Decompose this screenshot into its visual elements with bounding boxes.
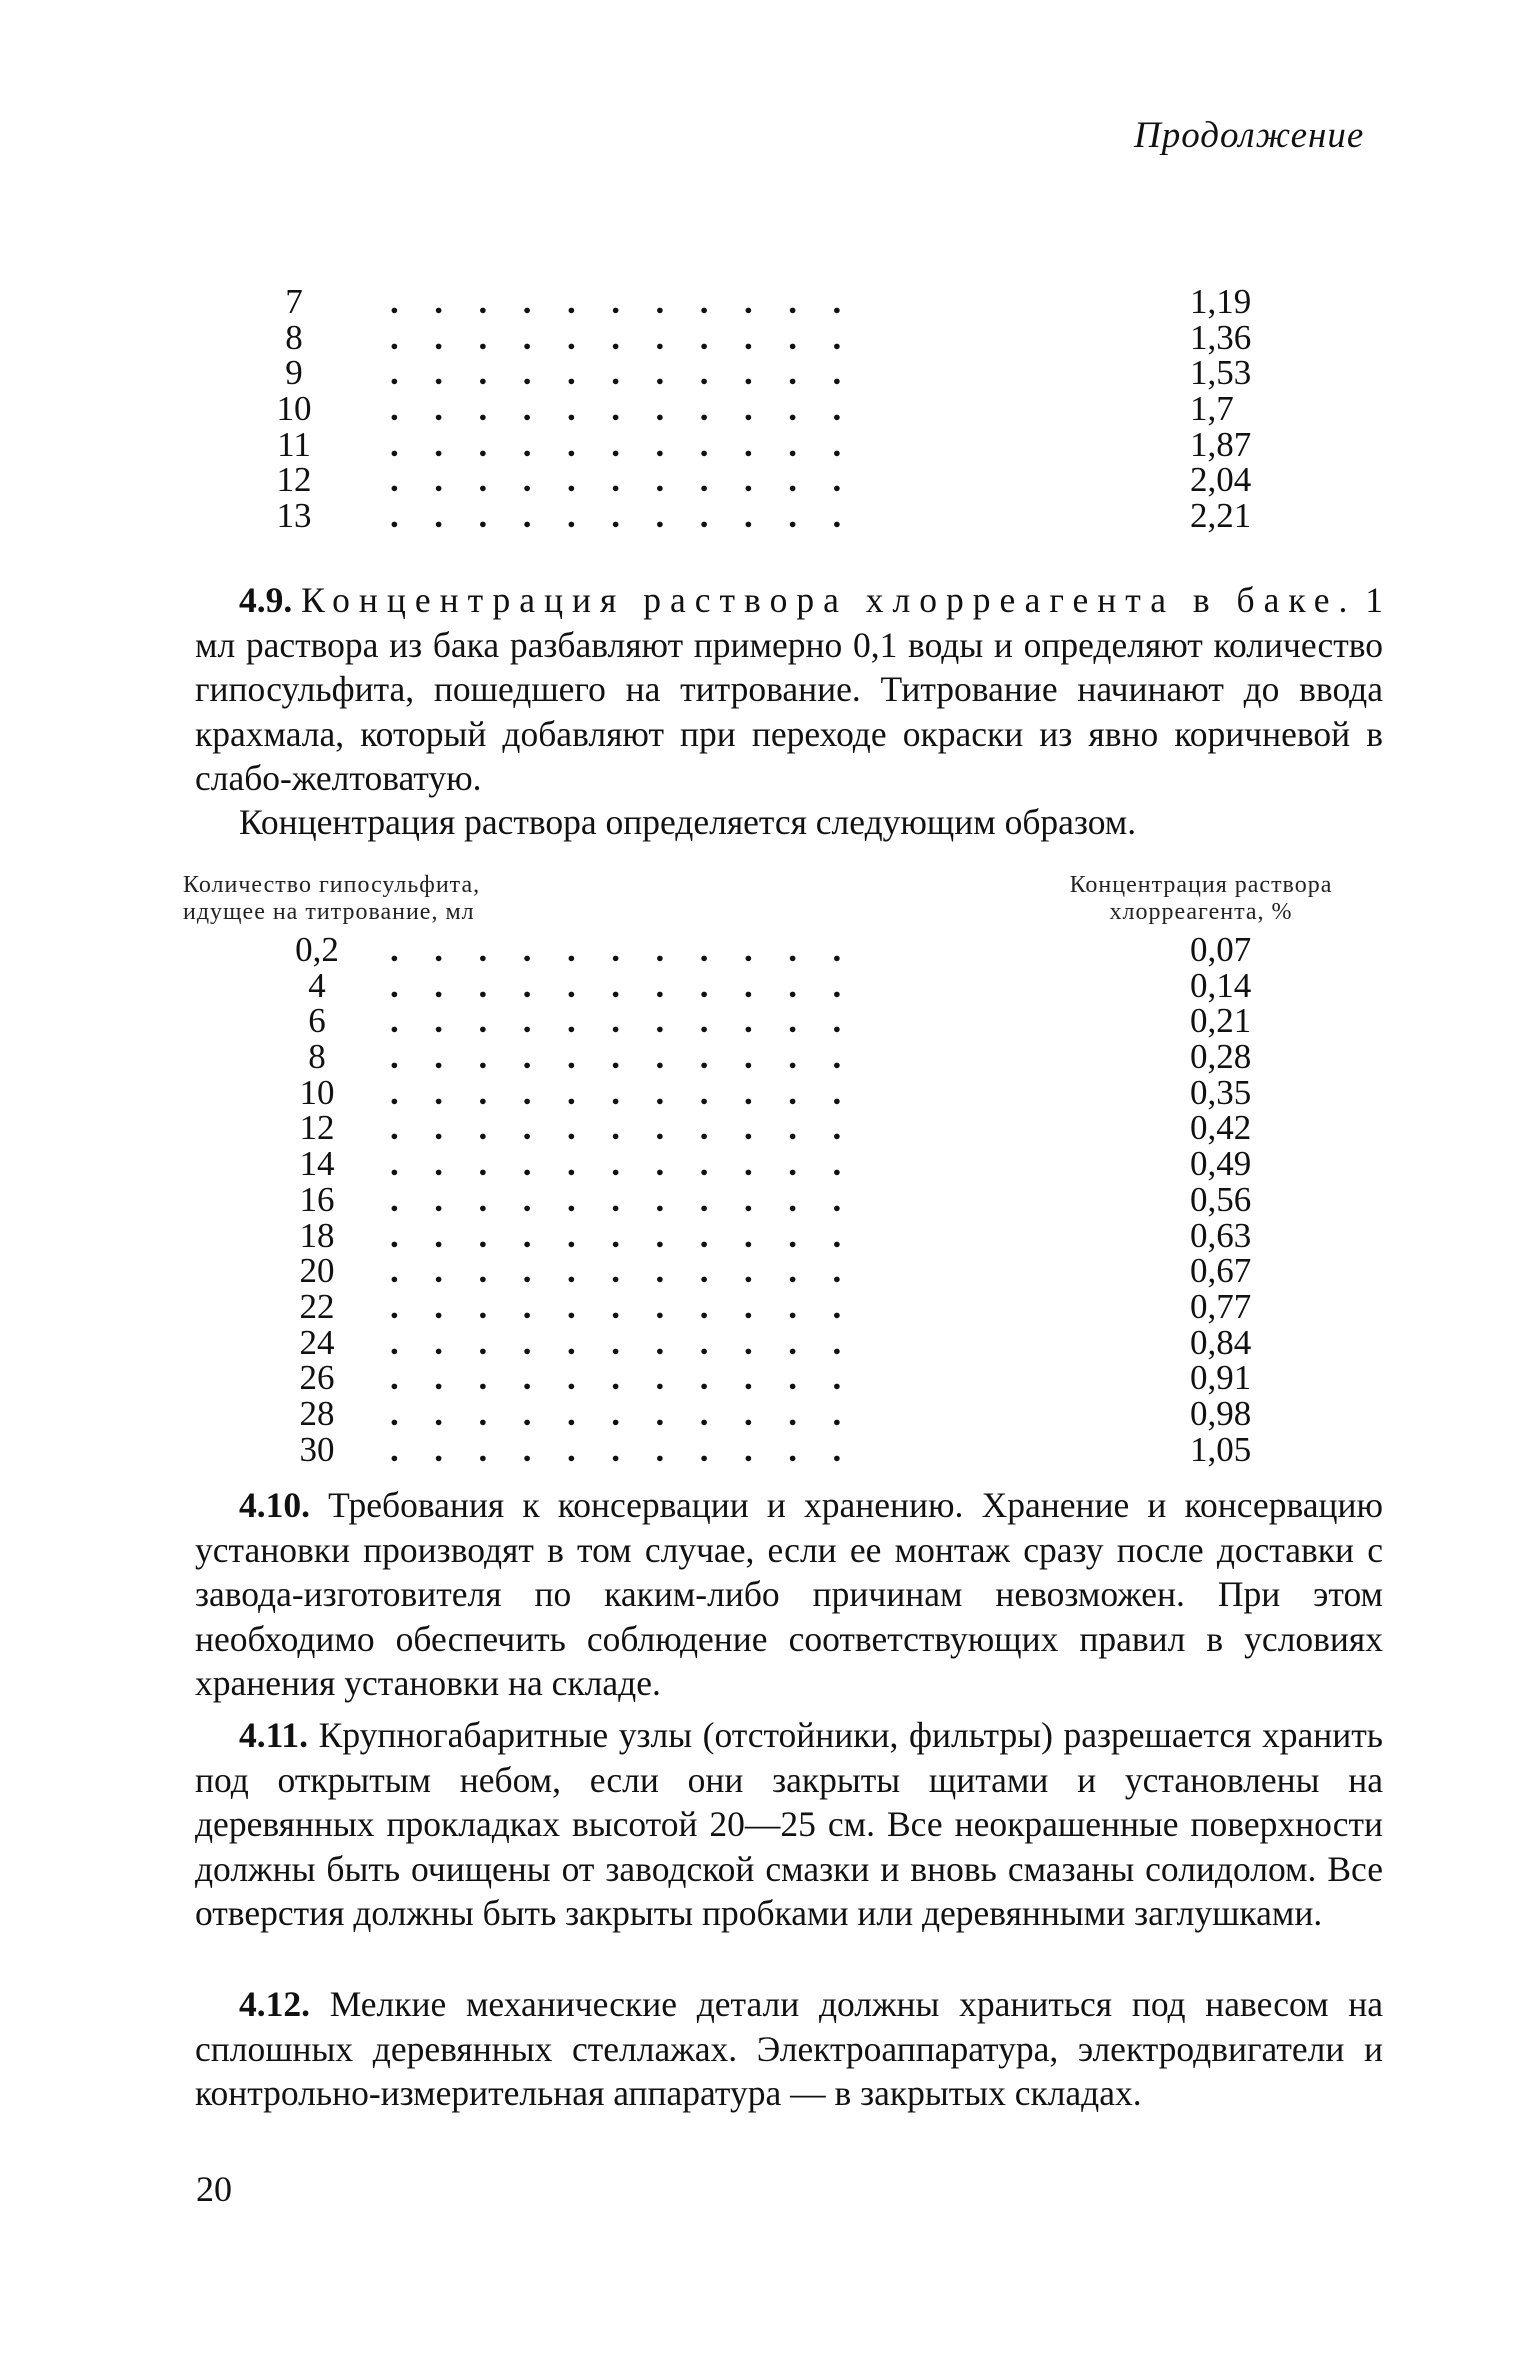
- section-4-10: [195, 1483, 1383, 1706]
- row-number: 22: [299, 1286, 335, 1326]
- section-number: 4.11.: [239, 1715, 309, 1755]
- dot-leader: ...........: [390, 1322, 877, 1362]
- table-row: [0, 391, 1536, 427]
- table-row: [0, 1286, 1536, 1326]
- row-number: 12: [299, 1108, 335, 1148]
- dot-leader: ...........: [390, 1037, 877, 1077]
- table-row: [0, 1253, 1536, 1289]
- row-value: 1,05: [1190, 1429, 1252, 1469]
- section-number: 4.12.: [239, 1984, 310, 2024]
- table-2: [0, 932, 1536, 1467]
- row-number: 16: [299, 1179, 335, 1219]
- section-4-12: [195, 1982, 1383, 2116]
- row-number: 13: [276, 496, 312, 536]
- section-title: Концентрация раствора хлорреагента в баке.: [301, 580, 1357, 620]
- section-text: Концентрация раствора определяется следующим образом.: [239, 802, 1137, 842]
- row-value: 0,56: [1190, 1179, 1252, 1219]
- row-number: 24: [299, 1322, 335, 1362]
- table-row: [0, 284, 1536, 320]
- row-number: 9: [285, 353, 303, 393]
- dot-leader: ...........: [390, 930, 877, 969]
- row-number: 12: [276, 460, 312, 500]
- row-number: 8: [308, 1037, 326, 1077]
- row-number: 4: [308, 965, 326, 1005]
- section-text: 1 мл раствора из бака разбавляют примерно 0,1 воды и определяют количество гипосульфита, пошедшего на титрование. Титрование начинают до ввода крахмала, который добавляют при переходе окраски из явно коричневой в слабо-желтоватую.: [195, 580, 1384, 798]
- row-value: 2,21: [1190, 496, 1252, 536]
- table-row: [0, 424, 1536, 464]
- row-value: 0,91: [1190, 1358, 1252, 1398]
- row-value: 2,04: [1190, 460, 1252, 500]
- row-value: 0,77: [1190, 1286, 1252, 1326]
- section-text: Мелкие механические детали должны храниться под навесом на сплошных деревянных стеллажах. Электроаппаратура, электродвигатели и контрольно-измерительная аппаратура — в закрытых складах.: [195, 1984, 1383, 2113]
- dot-leader: ...........: [390, 1001, 877, 1041]
- dot-leader: ...........: [390, 965, 877, 1005]
- row-value: 0,28: [1190, 1037, 1252, 1077]
- row-value: 1,19: [1190, 282, 1252, 321]
- table-row: [0, 932, 1536, 968]
- row-value: 0,21: [1190, 1001, 1252, 1041]
- dot-leader: ...........: [390, 1108, 877, 1148]
- dot-leader: ...........: [390, 389, 877, 429]
- dot-leader: ...........: [390, 1358, 877, 1398]
- table-row: [0, 1110, 1536, 1146]
- row-value: 0,67: [1190, 1251, 1252, 1291]
- table-row: [0, 1360, 1536, 1396]
- section-4-9-continuation: [195, 800, 1383, 845]
- dot-leader: ...........: [390, 1072, 877, 1112]
- table-row: [0, 462, 1536, 498]
- dot-leader: ...........: [390, 282, 877, 321]
- row-value: 0,84: [1190, 1322, 1252, 1362]
- col2-header-line2: хлорреагента, %: [1109, 899, 1293, 925]
- row-number: 10: [299, 1072, 335, 1112]
- section-text: Крупногабаритные узлы (отстойники, фильтры) разрешается хранить под открытым небом, если они закрыты щитами и установлены на деревянных прокладках высотой 20—25 см. Все неокрашенные поверхности должны быть очищены от заводской смазки и вновь смазаны солидолом. Все отверстия должны быть закрыты пробками или деревянными заглушками.: [195, 1715, 1383, 1933]
- row-number: 18: [299, 1215, 335, 1255]
- dot-leader: ...........: [390, 1251, 877, 1291]
- row-number: 0,2: [295, 930, 339, 969]
- row-number: 10: [276, 389, 312, 429]
- dot-leader: ...........: [390, 1286, 877, 1326]
- row-value: 1,7: [1190, 389, 1234, 429]
- col1-header-line1: Количество гипосульфита,: [183, 872, 481, 898]
- row-value: 1,36: [1190, 317, 1252, 357]
- row-number: 14: [299, 1144, 335, 1184]
- table-row: [0, 317, 1536, 357]
- continuation-label: Продолжение: [1134, 115, 1365, 156]
- section-number: 4.10.: [239, 1485, 310, 1525]
- table-row: [0, 1393, 1536, 1433]
- row-number: 30: [299, 1429, 335, 1469]
- dot-leader: ...........: [390, 1429, 877, 1469]
- table-row: [0, 1215, 1536, 1255]
- dot-leader: ...........: [390, 424, 877, 464]
- table-2-col1-header: [183, 872, 480, 926]
- table-row: [0, 965, 1536, 1005]
- section-4-11: [195, 1713, 1383, 1936]
- row-value: 0,42: [1190, 1108, 1252, 1148]
- section-number: 4.9.: [239, 580, 293, 620]
- row-number: 6: [308, 1001, 326, 1041]
- row-value: 0,49: [1190, 1144, 1252, 1184]
- table-row: [0, 1429, 1536, 1469]
- row-value: 0,98: [1190, 1393, 1252, 1433]
- section-text: Требования к консервации и хранению. Хранение и консервацию установки производят в том случае, если ее монтаж сразу после доставки с завода-изготовителя по каким-либо причинам невозможен. При этом необходимо обеспечить соблюдение соответствующих правил в условиях хранения установки на складе.: [195, 1485, 1384, 1703]
- row-number: 8: [285, 317, 303, 357]
- table-1: [0, 284, 1536, 534]
- page-number: 20: [196, 2169, 232, 2209]
- dot-leader: ...........: [390, 1393, 877, 1433]
- col2-header-line1: Концентрация раствора: [1069, 872, 1333, 898]
- row-value: 1,87: [1190, 424, 1252, 464]
- row-number: 28: [299, 1393, 335, 1433]
- table-row: [0, 355, 1536, 391]
- row-value: 1,53: [1190, 353, 1252, 393]
- section-4-9: [195, 578, 1383, 801]
- row-value: 0,35: [1190, 1072, 1252, 1112]
- row-number: 7: [285, 282, 303, 321]
- table-row: [0, 1072, 1536, 1112]
- dot-leader: ...........: [390, 1215, 877, 1255]
- col1-header-line2: идущее на титрование, мл: [183, 899, 475, 925]
- dot-leader: ...........: [390, 1179, 877, 1219]
- table-row: [0, 1322, 1536, 1362]
- dot-leader: ...........: [390, 353, 877, 393]
- dot-leader: ...........: [390, 496, 877, 536]
- dot-leader: ...........: [390, 460, 877, 500]
- row-number: 26: [299, 1358, 335, 1398]
- table-row: [0, 1003, 1536, 1039]
- table-row: [0, 1039, 1536, 1075]
- row-number: 11: [277, 424, 311, 464]
- row-value: 0,14: [1190, 965, 1252, 1005]
- row-number: 20: [299, 1251, 335, 1291]
- dot-leader: ...........: [390, 317, 877, 357]
- dot-leader: ...........: [390, 1144, 877, 1184]
- row-value: 0,63: [1190, 1215, 1252, 1255]
- table-row: [0, 1146, 1536, 1182]
- table-row: [0, 498, 1536, 534]
- row-value: 0,07: [1190, 930, 1252, 969]
- table-row: [0, 1179, 1536, 1219]
- table-2-col2-header: [1018, 872, 1384, 926]
